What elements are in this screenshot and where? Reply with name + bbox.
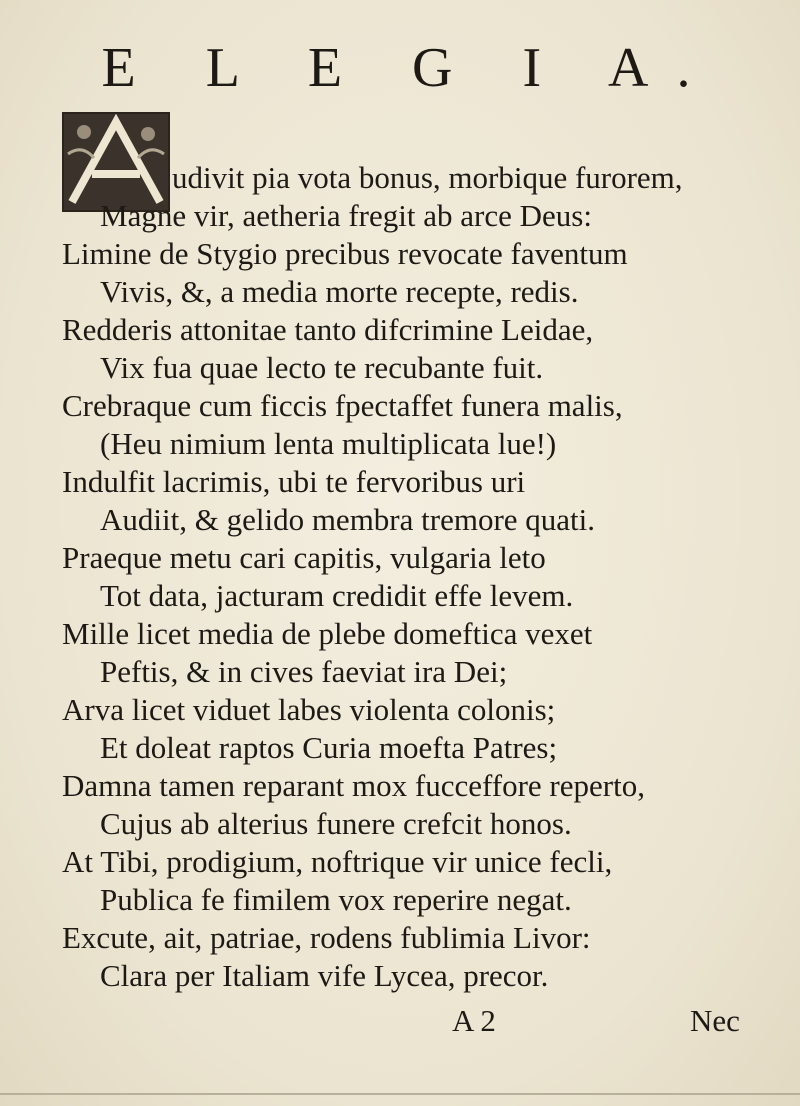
poem-line: Publica fe fimilem vox reperire negat. (100, 882, 572, 917)
ornamental-initial-icon (62, 112, 170, 212)
poem-line: (Heu nimium lenta multiplicata lue!) (100, 426, 557, 461)
catchword: Nec (690, 1003, 740, 1038)
poem-line: Et doleat raptos Curia moefta Patres; (100, 730, 558, 765)
poem-line: Crebraque cum ficcis fpectaffet funera malis, (62, 388, 623, 423)
poem-line: Excute, ait, patriae, rodens fublimia Livor: (62, 920, 591, 955)
poem-line: Clara per Italiam vife Lycea, precor. (100, 958, 549, 993)
poem-line: Peftis, & in cives faeviat ira Dei; (100, 654, 508, 689)
poem-line: Limine de Stygio precibus revocate faventum (62, 236, 628, 271)
page-bottom-rule (0, 1093, 800, 1095)
poem-line: Cujus ab alterius funere crefcit honos. (100, 806, 572, 841)
poem-line: Tot data, jacturam credidit effe levem. (100, 578, 574, 613)
poem-line: Magne vir, aetheria fregit ab arce Deus: (100, 198, 592, 233)
poem-line: udivit pia vota bonus, morbique furorem, (172, 160, 683, 195)
poem-line: Audiit, & gelido membra tremore quati. (100, 502, 596, 537)
poem-line: At Tibi, prodigium, noftrique vir unice fecli, (62, 844, 613, 879)
poem-line: Damna tamen reparant mox fucceffore reperto, (62, 768, 645, 803)
poem-line: Vix fua quae lecto te recubante fuit. (100, 350, 544, 385)
poem-line: Vivis, &, a media morte recepte, redis. (100, 274, 579, 309)
signature-mark: A 2 (452, 1003, 496, 1038)
poem-line: Indulfit lacrimis, ubi te fervoribus uri (62, 464, 526, 499)
poem-line: Praeque metu cari capitis, vulgaria leto (62, 540, 546, 575)
poem-line: Redderis attonitae tanto difcrimine Leidae, (62, 312, 594, 347)
page-title: E L E G I A. (101, 37, 719, 99)
poem-line: Mille licet media de plebe domeftica vexet (62, 616, 593, 651)
poem-line: Arva licet viduet labes violenta colonis; (62, 692, 556, 727)
